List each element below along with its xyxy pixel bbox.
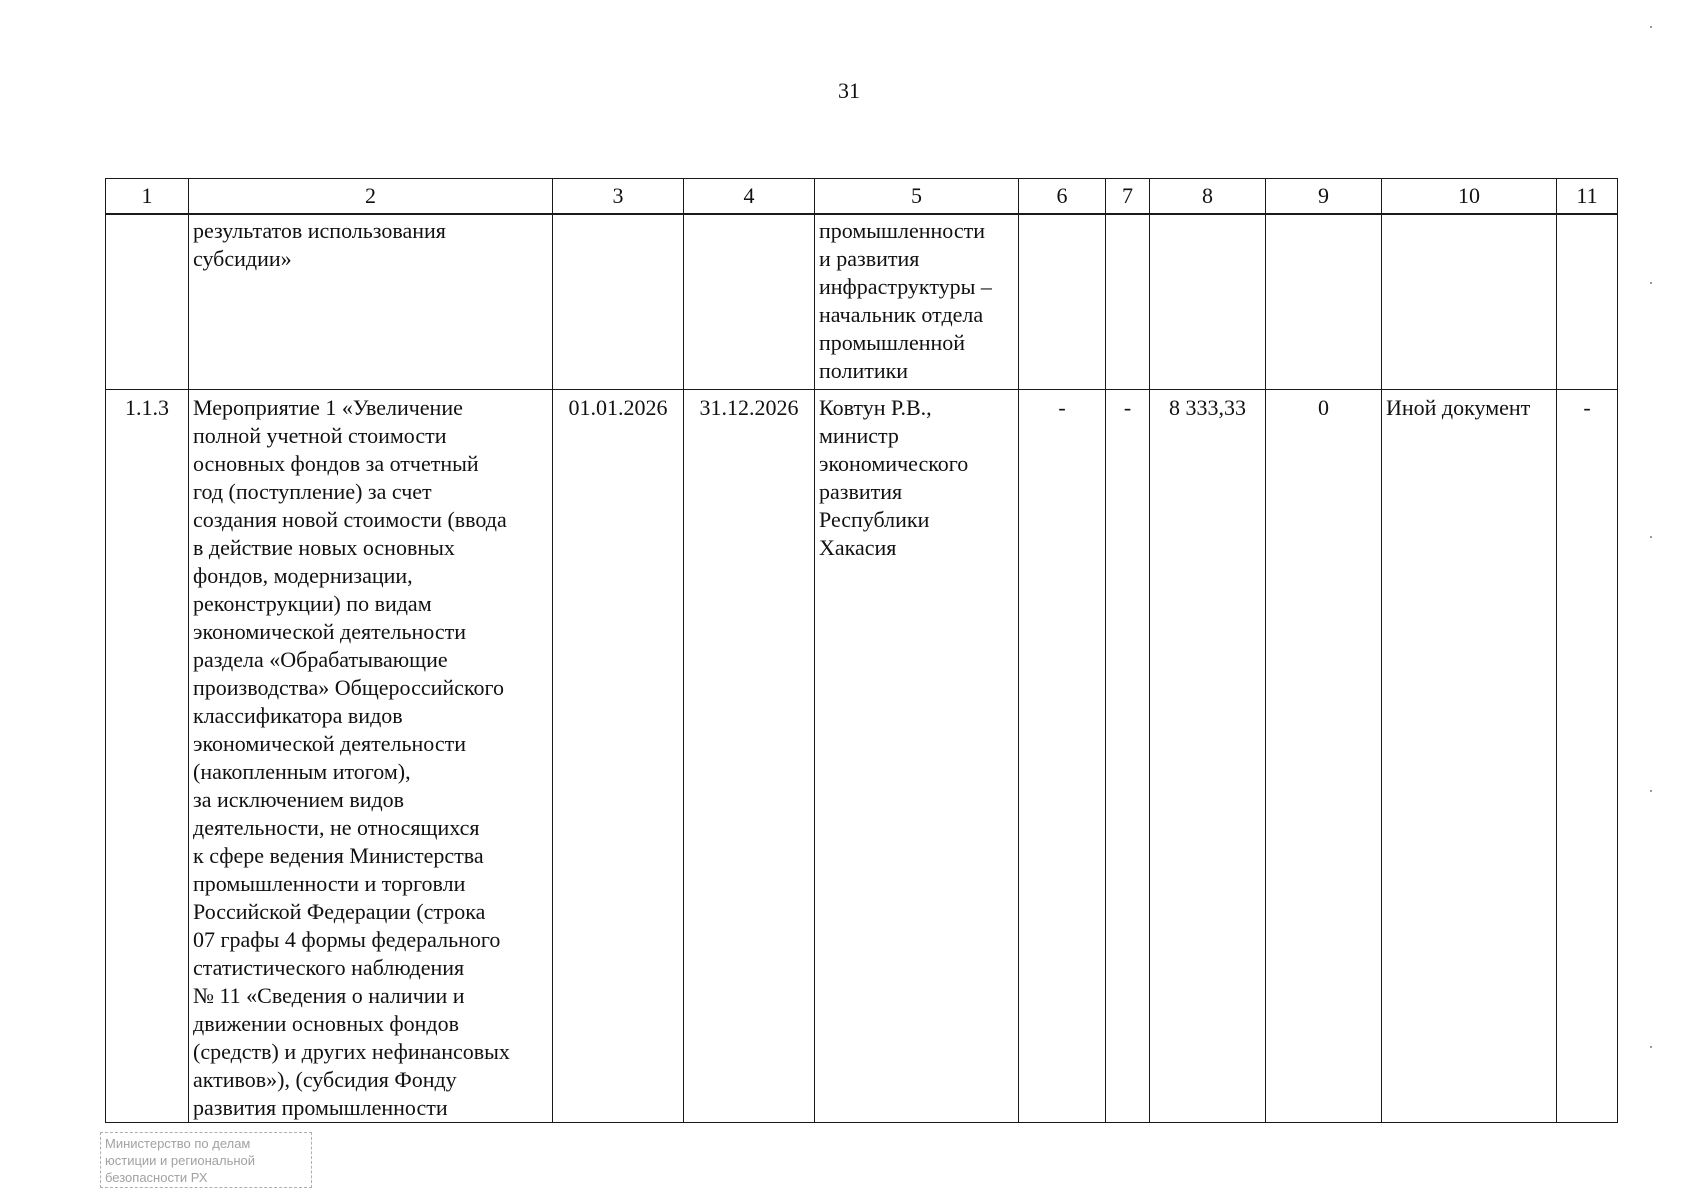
cell-start-date bbox=[553, 214, 684, 390]
cell-number bbox=[106, 214, 189, 390]
scan-speck bbox=[1650, 536, 1652, 538]
header-col-3: 3 bbox=[553, 179, 684, 215]
measures-table bbox=[105, 178, 1618, 1123]
header-col-6: 6 bbox=[1019, 179, 1106, 215]
cell-end-date bbox=[684, 214, 815, 390]
table-row-1-1-3 bbox=[106, 390, 1618, 1123]
header-col-7: 7 bbox=[1106, 179, 1150, 215]
cell-col-9 bbox=[1266, 214, 1382, 390]
cell-measure-name: Мероприятие 1 «Увеличение полной учетной стоимости основных фондов за отчетный год (поступление) за счет создания новой стоимости (ввода в действие новых основных фондов, модернизации, реконструкции) по видам экономической деятельности раздела «Обрабатывающие производства» Общероссийского классификатора видов экономической деятельности (накопленным итогом), за исключением видов деятельности, не относящихся к сфере ведения Министерства промышленности и торговли Российской Федерации (строка 07 графы 4 формы федерального статистического наблюдения № 11 «Сведения о наличии и движении основных фондов (средств) и других нефинансовых активов»), (субсидия Фонду развития промышленности bbox=[189, 390, 553, 1123]
header-col-9: 9 bbox=[1266, 179, 1382, 215]
cell-col-10 bbox=[1382, 214, 1557, 390]
scan-speck bbox=[1650, 1046, 1652, 1048]
cell-start-date: 01.01.2026 bbox=[553, 390, 684, 1123]
header-row bbox=[106, 179, 1618, 215]
cell-col-11: - bbox=[1557, 390, 1618, 1123]
cell-measure-name: результатов использования субсидии» bbox=[189, 214, 553, 390]
registration-stamp: Министерство по делам юстиции и региональной безопасности РХ bbox=[100, 1132, 312, 1188]
cell-col-10: Иной документ bbox=[1382, 390, 1557, 1123]
cell-responsible: промышленности и развития инфраструктуры – начальник отдела промышленной политики bbox=[815, 214, 1019, 390]
cell-col-11 bbox=[1557, 214, 1618, 390]
header-col-4: 4 bbox=[684, 179, 815, 215]
scan-speck bbox=[1650, 790, 1652, 792]
header-col-11: 11 bbox=[1557, 179, 1618, 215]
scan-speck bbox=[1650, 282, 1652, 284]
page-number: 31 bbox=[838, 78, 860, 103]
cell-responsible: Ковтун Р.В., министр экономического развития Республики Хакасия bbox=[815, 390, 1019, 1123]
header-col-10: 10 bbox=[1382, 179, 1557, 215]
cell-col-7: - bbox=[1106, 390, 1150, 1123]
cell-col-6: - bbox=[1019, 390, 1106, 1123]
table-row-continuation bbox=[106, 214, 1618, 390]
scan-speck bbox=[1650, 26, 1652, 28]
cell-number: 1.1.3 bbox=[106, 390, 189, 1123]
header-col-5: 5 bbox=[815, 179, 1019, 215]
cell-col-6 bbox=[1019, 214, 1106, 390]
cell-col-8 bbox=[1150, 214, 1266, 390]
cell-col-9: 0 bbox=[1266, 390, 1382, 1123]
cell-col-8: 8 333,33 bbox=[1150, 390, 1266, 1123]
header-col-8: 8 bbox=[1150, 179, 1266, 215]
header-col-2: 2 bbox=[189, 179, 553, 215]
header-col-1: 1 bbox=[106, 179, 189, 215]
cell-col-7 bbox=[1106, 214, 1150, 390]
cell-end-date: 31.12.2026 bbox=[684, 390, 815, 1123]
